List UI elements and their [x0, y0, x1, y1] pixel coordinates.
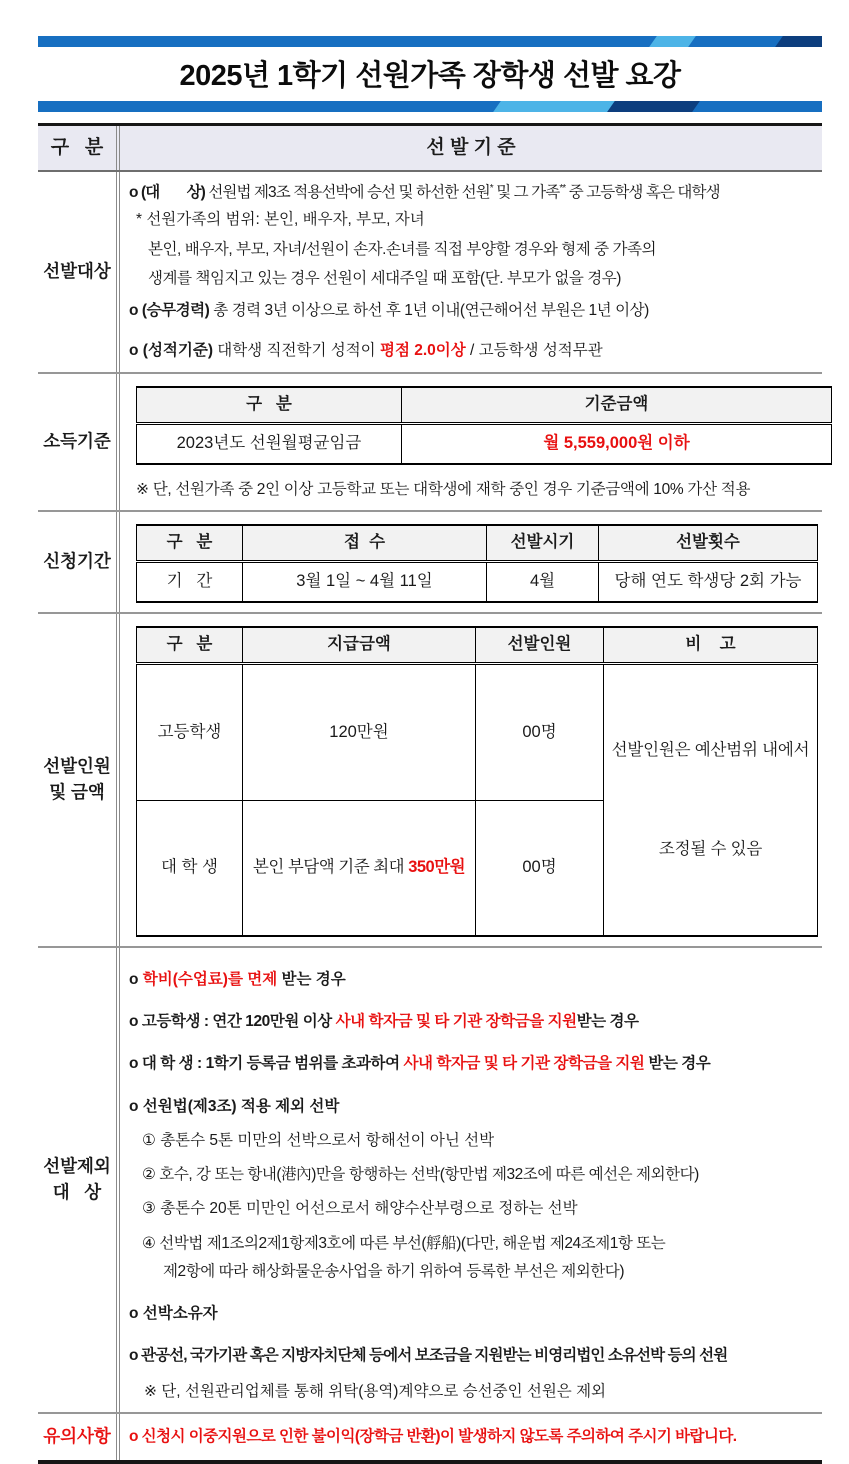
column-header: 구 분 [137, 525, 243, 562]
quota-kind-cell: 대 학 생 [137, 800, 243, 935]
stripe-light-segment [491, 101, 616, 112]
title-banner [38, 36, 822, 112]
column-header: 비 고 [604, 627, 818, 664]
exclusion-note: ※ 단, 선원관리업체를 통해 위탁(용역)계약으로 승선중인 선원은 제외 [144, 1382, 607, 1400]
exclusion-subitem-3: ③ 총톤수 20톤 미만인 어선으로서 해양수산부령으로 정하는 선박 [142, 1200, 578, 1218]
column-header: 선발횟수 [599, 525, 818, 562]
banner-top-stripe [38, 36, 822, 47]
exclusion-subitem-2: ② 호수, 강 또는 항내(港內)만을 항행하는 선박(항만법 제32조에 따른 예선은 제외한다) [142, 1166, 699, 1183]
line-text: / 고등학생 성적무관 [465, 342, 603, 360]
column-header: 지급금액 [243, 627, 476, 664]
eligibility-line-detail-1: 본인, 배우자, 부모, 자녀/선원이 손자.손녀를 직접 부양할 경우와 형제 중 가족의 [148, 240, 657, 258]
quota-table [136, 626, 818, 937]
income-table-header [137, 387, 832, 424]
quota-amount-cell: 120만원 [243, 663, 476, 800]
period-frequency-cell: 당해 연도 학생당 2회 가능 [599, 561, 818, 602]
caution-text: o 신청시 이중지원으로 인한 불이익(장학금 반환)이 발생하지 않도록 주의하여 주시기 바랍니다. [129, 1428, 737, 1446]
page-title: 2025년 1학기 선원가족 장학생 선발 요강 [179, 60, 681, 92]
header-group-cell: 구 분 [38, 126, 120, 170]
income-limit-cell: 월 5,559,000원 이하 [402, 423, 832, 464]
line-text: 받는 경우 [277, 970, 346, 988]
quota-table-row-highschool [137, 663, 818, 800]
quota-table-header [137, 627, 818, 664]
line-head: (성적기준) [142, 342, 213, 360]
exclusion-subitem-1: ① 총톤수 5톤 미만의 선박으로서 항해선이 아닌 선박 [142, 1131, 495, 1149]
period-table [136, 524, 818, 603]
exclusion-subitem-4: ④ 선박법 제1조의2제1항제3호에 따른 부선(艀船)(다만, 해운법 제24조제1항 또는 [142, 1234, 666, 1252]
footnote-mark: * [489, 182, 493, 194]
row-label: 유의사항 [38, 1414, 120, 1460]
line-text: 총 경력 3년 이상으로 하선 후 1년 이내(연근해어선 부원은 1년 이상) [209, 302, 649, 319]
income-note: ※ 단, 선원가족 중 2인 이상 고등학교 또는 대학생에 재학 중인 경우 기준금액에 10% 가산 적용 [136, 480, 751, 498]
period-table-header [137, 525, 818, 562]
eligibility-line-grade [129, 339, 818, 362]
quota-remark-line: 선발인원은 예산범위 내에서 [611, 740, 810, 759]
eligibility-content [120, 172, 822, 372]
eligibility-line-detail-2: 생계를 책임지고 있는 경우 선원이 세대주일 때 포함(단. 부모가 없을 경우) [148, 269, 622, 287]
line-text: 대학생 직전학기 성적이 [213, 342, 380, 360]
period-dates-cell: 3월 1일 ~ 4월 11일 [243, 561, 487, 602]
row-label: 신청기간 [38, 512, 120, 612]
document-page [38, 0, 822, 1464]
row-label-line: 대 상 [52, 1181, 102, 1202]
row-income [38, 372, 822, 510]
amount-text: 본인 부담액 기준 최대 [252, 858, 409, 877]
table-header-row [38, 126, 822, 170]
row-label: 소득기준 [38, 374, 120, 510]
exclusion-item-tuition [129, 968, 818, 991]
row-caution [38, 1412, 822, 1460]
period-content [120, 512, 822, 612]
grade-requirement-highlight: 평점 2.0이상 [379, 342, 466, 360]
eligibility-line-family-scope: * 선원가족의 범위: 본인, 배우자, 부모, 자녀 [136, 211, 425, 229]
column-header: 선발인원 [476, 627, 604, 664]
column-header: 접 수 [243, 525, 487, 562]
bullet: o [129, 342, 143, 360]
row-label-line: 선발인원 [43, 756, 111, 777]
quota-kind-cell: 고등학생 [137, 663, 243, 800]
bullet: o [129, 302, 142, 319]
line-text: 선원법 제3조 적용선박에 승선 및 하선한 선원 [204, 184, 490, 201]
row-period [38, 510, 822, 612]
period-selection-month-cell: 4월 [487, 561, 599, 602]
header-criteria-cell: 선 발 기 준 [426, 136, 516, 158]
exclusion-subitem-4-continued: 제2항에 따라 해상화물운송사업을 하기 위하여 등록한 부선은 제외한다) [163, 1262, 625, 1280]
amount-highlight: 350만원 [408, 858, 466, 877]
period-kind-cell: 기 간 [137, 561, 243, 602]
eligibility-line-target [129, 181, 818, 204]
line-text: 받는 경우 [644, 1055, 711, 1073]
quota-count-cell: 00명 [476, 663, 604, 800]
row-label-line: 선발제외 [43, 1156, 111, 1177]
row-label: 선발대상 [38, 172, 120, 372]
quota-count-cell: 00명 [476, 800, 604, 935]
column-header: 기준금액 [402, 387, 832, 424]
stripe-dark-segment [606, 101, 701, 112]
income-content [120, 374, 822, 510]
row-quota [38, 612, 822, 946]
line-head: (대 상) [140, 184, 205, 201]
quota-content [120, 614, 822, 946]
stripe-light-segment [648, 36, 698, 47]
exclusion-highlight: 사내 학자금 및 타 기관 장학금을 지원 [403, 1055, 645, 1073]
line-text: 받는 경우 [576, 1013, 639, 1030]
row-label [38, 948, 120, 1412]
quota-remark-cell [604, 663, 818, 936]
footnote-mark: ** [559, 182, 566, 194]
income-basis-cell: 2023년도 선원월평균임금 [137, 423, 402, 464]
line-text: 중 고등학생 혹은 대학생 [565, 184, 720, 201]
line-text: o 고등학생 : 연간 120만원 이상 [129, 1013, 336, 1030]
criteria-table [38, 123, 822, 1464]
exclusion-item-public-vessel: o 관공선, 국가기관 혹은 지방자치단체 등에서 보조금을 지원받는 비영리법인 소유선박 등의 선원 [129, 1347, 728, 1365]
exclusion-content [120, 948, 822, 1412]
bullet: o [129, 970, 143, 988]
exclusion-item-highschool [129, 1010, 818, 1033]
row-eligibility [38, 170, 822, 372]
exclusion-item-shipowner: o 선박소유자 [129, 1305, 218, 1322]
income-table [136, 386, 832, 465]
banner-bottom-stripe [38, 101, 822, 112]
column-header: 구 분 [137, 387, 402, 424]
quota-remark-line: 조정될 수 있음 [658, 839, 763, 858]
row-exclusion [38, 946, 822, 1412]
row-label [38, 614, 120, 946]
eligibility-line-career [129, 299, 818, 322]
line-text: o 대 학 생 : 1학기 등록금 범위를 초과하여 [129, 1055, 404, 1073]
period-table-row [137, 561, 818, 602]
caution-content [120, 1414, 822, 1460]
stripe-dark-segment [774, 36, 822, 47]
income-table-row [137, 423, 832, 464]
exclusion-item-ship-law: o 선원법(제3조) 적용 제외 선박 [129, 1097, 340, 1115]
line-text: 및 그 가족 [492, 184, 560, 201]
exclusion-highlight: 사내 학자금 및 타 기관 장학금을 지원 [335, 1013, 577, 1030]
column-header: 구 분 [137, 627, 243, 664]
row-label-line: 및 금액 [49, 781, 105, 802]
exclusion-item-university [129, 1052, 818, 1075]
bullet: o [129, 184, 141, 201]
exclusion-highlight: 학비(수업료)를 면제 [142, 970, 278, 988]
line-head: (승무경력) [141, 302, 210, 319]
column-header: 선발시기 [487, 525, 599, 562]
quota-amount-cell [243, 800, 476, 935]
